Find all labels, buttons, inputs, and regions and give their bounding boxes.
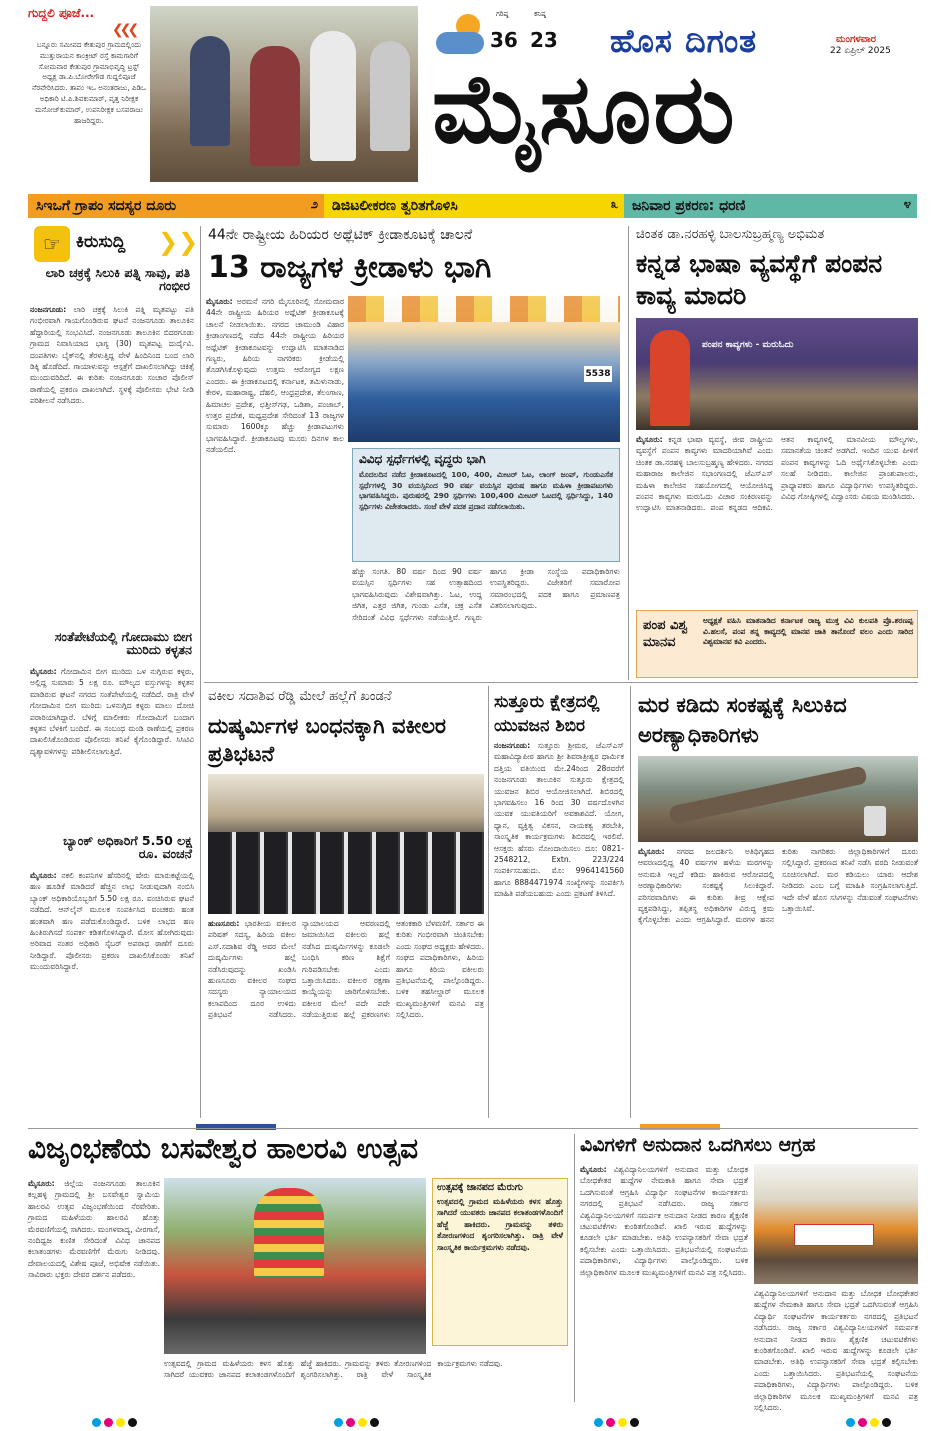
lawyers-kicker: ವಕೀಲ ಸದಾಶಿವ ರೆಡ್ಡಿ ಮೇಲೆ ಹಲ್ಲೆಗೆ ಖಂಡನೆ — [208, 689, 392, 704]
registration-marks-center — [334, 1412, 382, 1431]
weather-min: 23 — [530, 28, 558, 52]
sports-box — [352, 448, 620, 562]
kiru-headline-1: ಲಾರಿ ಚಕ್ರಕ್ಕೆ ಸಿಲುಕಿ ಪತ್ನಿ ಸಾವು, ಪತಿ ಗಂಭೀರ — [45, 265, 190, 294]
issue-day: ಮಂಗಳವಾರ — [836, 34, 877, 45]
weather-max: 36 — [490, 28, 518, 52]
lawyers-photo — [208, 774, 484, 914]
festival-body-b: ಉತ್ಸವದಲ್ಲಿ ಗ್ರಾಮದ ಮಹಿಳೆಯರು ಕಳಸ ಹೊತ್ತು ಸಾಗಿದರೆ ಯುವಕರು ಜಾನಪದ ಕಲಾತಂಡಗಳೊಂದಿಗೆ ಹೆಜ್ಜೆ ಹಾಕಿದರು. ಗ್ರಾಮವನ್ನು ತಳಿರು ತೋರಣಗಳಿಂದ ಶೃಂಗರಿಸಲಾಗಿತ್ತು. ರಾತ್ರಿ ವೇಳೆ ಸಾಂಸ್ಕೃತಿಕ ಕಾರ್ಯಕ್ರಮಗಳು ನಡೆದವು. — [164, 1359, 503, 1380]
teaser-2[interactable]: ಡಿಜಿಟಲೀಕರಣ ತ್ವರಿತಗೊಳಿಸಿ ೩ — [324, 194, 624, 218]
lawyers-headline: ದುಷ್ಕರ್ಮಿಗಳ ಬಂಧನಕ್ಕಾಗಿ ವಕೀಲರ ಪ್ರತಿಭಟನೆ — [208, 714, 447, 766]
registration-marks-right — [594, 1412, 642, 1431]
sports-box-title: ವಿವಿಧ ಸ್ಪರ್ಧೆಗಳಲ್ಲಿ ವೃದ್ಧರು ಭಾಗಿ — [359, 452, 486, 466]
weather-min-label: ಕನಿಷ್ಠ — [534, 10, 546, 18]
kiru-headline-3: ಬ್ಯಾಂಕ್ ಅಧಿಕಾರಿಗೆ 5.50 ಲಕ್ಷ ರೂ. ವಂಚನೆ — [63, 833, 192, 862]
kannada-banner: ಪಂಪನ ಕಾವ್ಯಗಳು - ಮರುಓದು — [702, 340, 794, 350]
sports-box-text: ಮೊದಲದಿನ ನಡೆದ ಕ್ರೀಡಾಕೂಟದಲ್ಲಿ 100, 400, ಮೀಟರ್ ಓಟ, ಲಾಂಗ್ ಜಂಪ್, ಗುಂಡುಎಸೆತ ಸ್ಪರ್ಧೆಗಳಲ್ಲಿ 30 ವಯಸ್ಸಿನಿಂದ 90 ವರ್ಷ ವಯಸ್ಸಿನ ಪುರುಷ ಹಾಗೂ ಮಹಿಳಾ ಕ್ರೀಡಾಪಟುಗಳು ಭಾಗವಹಿಸಿದ್ದರು. ಪುರುಷರಲ್ಲಿ 290 ಸ್ಪರ್ಧಿಗಳು 100,400 ಮೀಟರ್ ಓಟದಲ್ಲಿ ಸ್ಪರ್ಧಿಸಿದ್ದು, 140 ಸ್ಪರ್ಧಿಗಳು ವಿಜೇತರಾದರು. ಸಂಜೆ ವೇಳೆ ಪದಕ ಪ್ರದಾನ ನಡೆಸಲಾಯಿತು. — [359, 470, 613, 511]
teaser-1[interactable]: ಸಿಇಒಗೆ ಗ್ರಾಪಂ ಸದಸ್ಯರ ದೂರು ೨ — [28, 194, 324, 218]
festival-box-title: ಉತ್ಸವಕ್ಕೆ ಜಾನಪದ ಮೆರುಗು — [437, 1182, 523, 1193]
hand-icon: ☞ — [34, 226, 70, 262]
kirusuddi-logo — [34, 226, 199, 264]
festival-box — [432, 1178, 568, 1346]
brief-text: ಬನ್ನೂರು ಸಮೀಪದ ಕೇತುಪುರ ಗ್ರಾಮದಲ್ಲಿಂದು ಮುತ್ತುರಾಯನ ಕಾಂಕ್ರೀಟ್ ರಸ್ತೆ ಕಾಮಗಾರಿಗೆ ಸೋಮವಾರ ಕೇತುಪುರ ಗ್ರಾಮಾಭಿವೃದ್ಧಿ ಟ್ರಸ್ಟ್ ಅಧ್ಯಕ್ಷ ಡಾ.ಪಿ.ಬೋರೇಗೌಡ ಗುದ್ದಲಿಪೂಜೆ ನೆರವೇರಿಸಿದರು. ತಾಪಂ ಇಒ ಅನಂತರಾಜು, ಪಿಡಿಒ ಅಧಿಕಾರಿ ಟಿ.ಪಿ.ಶಿವಕುಮಾರ್, ವೃತ್ತ ನಿರೀಕ್ಷಕ ಮನೋಜ್‌ಕುಮಾರ್, ಉಪನಿರೀಕ್ಷಕ ಬಸವರಾಜು ಹಾಜರಿದ್ದರು. — [32, 40, 146, 125]
festival-photo — [164, 1178, 426, 1354]
tree-body: ಮೈಸೂರು: ನಗರದ ಜಲದರ್ಶಿನಿ ಅತಿಥಿಗೃಹದ ಆವರಣದಲ್ಲಿದ್ದ 40 ವರ್ಷಗಳ ಹಳೆಯ ಮರಗಳನ್ನು ಅನುಮತಿ ಇಲ್ಲದೆ ಕಡಿದು ಹಾಕಿರುವ ಆರೋಪದಲ್ಲಿ ಅರಣ್ಯಾಧಿಕಾರಿಗಳು ಸಂಕಷ್ಟಕ್ಕೆ ಸಿಲುಕಿದ್ದಾರೆ. ಪರಿಸರವಾದಿಗಳು ಈ ಕುರಿತು ತೀವ್ರ ಆಕ್ಷೇಪ ವ್ಯಕ್ತಪಡಿಸಿದ್ದು, ತಪ್ಪಿತಸ್ಥ ಅಧಿಕಾರಿಗಳ ವಿರುದ್ಧ ಕ್ರಮ ಕೈಗೊಳ್ಳಬೇಕು ಎಂದು ಆಗ್ರಹಿಸಿದ್ದಾರೆ. ಮರಗಳ ಹನನ ಕುರಿತು ನಾಗರಿಕರು ಜಿಲ್ಲಾಧಿಕಾರಿಗಳಿಗೆ ದೂರು ಸಲ್ಲಿಸಿದ್ದಾರೆ. ಪ್ರಕರಣದ ತನಿಖೆ ನಡೆಸಿ ವರದಿ ನೀಡುವಂತೆ ಸೂಚಿಸಲಾಗಿದೆ. ಮರ ಕಡಿಯಲು ಯಾರು ಆದೇಶ ನೀಡಿದರು ಎಂಬ ಬಗ್ಗೆ ಮಾಹಿತಿ ಸಂಗ್ರಹಿಸಲಾಗುತ್ತಿದೆ. ಇದೇ ವೇಳೆ ಹೊಸ ಸಸಿಗಳನ್ನು ನೆಡುವಂತೆ ಸಂಘಟನೆಗಳು ಒತ್ತಾಯಿಸಿವೆ. — [638, 847, 918, 925]
grant-headline: ವಿವಿಗಳಿಗೆ ಅನುದಾನ ಒದಗಿಸಲು ಆಗ್ರಹ — [580, 1134, 816, 1156]
festival-body: ಮೈಸೂರು: ಜಿಲ್ಲೆಯ ನಂಜನಗೂಡು ತಾಲೂಕಿನ ಕಲ್ಲಹಳ್ಳಿ ಗ್ರಾಮದಲ್ಲಿ ಶ್ರೀ ಬಸವೇಶ್ವರ ಸ್ವಾಮಿಯ ಹಾಲರವಿ ಉತ್ಸವ ವಿಜೃಂಭಣೆಯಿಂದ ನೆರವೇರಿತು. ಗ್ರಾಮದ ಮಹಿಳೆಯರು ಹಾಲರವಿ ಹೊತ್ತು ಮೆರವಣಿಗೆಯಲ್ಲಿ ಸಾಗಿದರು. ಮಂಗಳವಾದ್ಯ, ವೀರಗಾಸೆ, ನಂದಿಧ್ವಜ ಕುಣಿತ ಸೇರಿದಂತೆ ವಿವಿಧ ಜಾನಪದ ಕಲಾತಂಡಗಳು ಮೆರವಣಿಗೆಗೆ ಮೆರುಗು ನೀಡಿದವು. ದೇವಾಲಯದಲ್ಲಿ ವಿಶೇಷ ಪೂಜೆ, ಅಭಿಷೇಕ ನಡೆಯಿತು. ಸಾವಿರಾರು ಭಕ್ತರು ದೇವರ ದರ್ಶನ ಪಡೆದರು. — [28, 1179, 160, 1280]
teaser-strip — [28, 194, 917, 218]
tree-headline: ಮರ ಕಡಿದು ಸಂಕಷ್ಟಕ್ಕೆ ಸಿಲುಕಿದ ಅರಣ್ಯಾಧಿಕಾರಿಗಳು — [638, 693, 847, 747]
registration-marks-far-right — [846, 1412, 894, 1431]
chevron-icon: ❯❯ — [158, 228, 199, 256]
grant-photo — [754, 1164, 918, 1284]
kannada-photo — [636, 318, 918, 430]
lawyers-body: ಹುಣಸೂರು: ಭಾರತೀಯ ವಕೀಲರ ಪರಿಷತ್ ಸದಸ್ಯ, ಹಿರಿಯ ವಕೀಲ ಎಸ್.ಸದಾಶಿವ ರೆಡ್ಡಿ ಅವರ ಮೇಲೆ ದುಷ್ಕರ್ಮಿಗಳು ಹಲ್ಲೆ ನಡೆಸಿರುವುದನ್ನು ಖಂಡಿಸಿ ಹುಣಸೂರು ವಕೀಲರ ಸಂಘದ ಸದಸ್ಯರು ನ್ಯಾಯಾಲಯದ ಕಲಾಪದಿಂದ ದೂರ ಉಳಿದು ಪ್ರತಿಭಟನೆ ನಡೆಸಿದರು. ನ್ಯಾಯಾಲಯದ ಆವರಣದಲ್ಲಿ ಜಮಾಯಿಸಿದ ವಕೀಲರು ಹಲ್ಲೆ ನಡೆಸಿದ ದುಷ್ಕರ್ಮಿಗಳನ್ನು ಕೂಡಲೇ ಬಂಧಿಸಿ ಕಠಿಣ ಶಿಕ್ಷೆಗೆ ಗುರಿಪಡಿಸಬೇಕು ಎಂದು ಒತ್ತಾಯಿಸಿದರು. ವಕೀಲರ ರಕ್ಷಣಾ ಕಾಯ್ದೆಯನ್ನು ಜಾರಿಗೊಳಿಸಬೇಕು. ವಕೀಲರ ಮೇಲೆ ಪದೇ ಪದೇ ನಡೆಯುತ್ತಿರುವ ಹಲ್ಲೆ ಪ್ರಕರಣಗಳು ಆತಂಕಕಾರಿ ಬೆಳವಣಿಗೆ. ಸರ್ಕಾರ ಈ ಕುರಿತು ಗಂಭೀರವಾಗಿ ಚಿಂತಿಸಬೇಕು ಎಂದು ಸಂಘದ ಅಧ್ಯಕ್ಷರು ಹೇಳಿದರು. ಸಂಘದ ಪದಾಧಿಕಾರಿಗಳು, ಹಿರಿಯ ಹಾಗೂ ಕಿರಿಯ ವಕೀಲರು ಪ್ರತಿಭಟನೆಯಲ್ಲಿ ಪಾಲ್ಗೊಂಡಿದ್ದರು. ಬಳಿಕ ತಹಸೀಲ್ದಾರ್ ಮೂಲಕ ಮುಖ್ಯಮಂತ್ರಿಗಳಿಗೆ ಮನವಿ ಪತ್ರ ಸಲ್ಲಿಸಿದರು. — [208, 919, 484, 1020]
col-divider — [200, 226, 201, 1118]
sports-photo: 5538 — [348, 296, 620, 442]
top-left-photo — [150, 6, 418, 182]
kirusuddi-label: ಕಿರುಸುದ್ದಿ — [76, 232, 126, 252]
quote-text: ಅಧ್ಯಕ್ಷತೆ ವಹಿಸಿ ಮಾತನಾಡಿದ ಕರ್ನಾಟಕ ರಾಜ್ಯ ಮುಕ್ತ ವಿವಿ ಕುಲಪತಿ ಪ್ರೊ.ಶರಣಪ್ಪ ವಿ.ಹಲಸೆ, ಪಂಪ ತನ್ನ ಕಾವ್ಯದಲ್ಲಿ ಮಾನವ ಜಾತಿ ತಾನೊಂದೆ ವಲಂ ಎಂದು ಸಾರಿದ ವಿಶ್ವಮಾನವ ಕವಿ ಎಂದರು. — [703, 616, 913, 647]
quote-label: ಪಂಪ ವಿಶ್ವ ಮಾನವ — [643, 618, 688, 650]
city-nameplate: ಮೈಸೂರು — [432, 53, 737, 165]
top-left-brief — [28, 6, 148, 182]
issue-date: 22 ಏಪ್ರಿಲ್ 2025 — [830, 46, 891, 56]
sports-kicker: 44ನೇ ರಾಷ್ಟ್ರೀಯ ಹಿರಿಯರ ಅಥ್ಲೆಟಿಕ್ ಕ್ರೀಡಾಕೂಟಕ್ಕೆ ಚಾಲನೆ — [208, 227, 473, 243]
brief-title: ಗುದ್ದಲಿ ಪೂಜೆ... — [28, 6, 95, 20]
sports-headline: 13 ರಾಜ್ಯಗಳ ಕ್ರೀಡಾಳು ಭಾಗಿ — [208, 250, 492, 285]
sports-body-a: ಮೈಸೂರು: ಅರಮನೆ ನಗರಿ ಮೈಸೂರಿನಲ್ಲಿ ಸೋಮವಾರ 44ನೇ ರಾಷ್ಟ್ರೀಯ ಹಿರಿಯರ ಅಥ್ಲೆಟಿಕ್ ಕ್ರೀಡಾಕೂಟಕ್ಕೆ ಚಾಲನೆ ನೀಡಲಾಯಿತು. ನಗರದ ಚಾಮುಂಡಿ ವಿಹಾರ ಕ್ರೀಡಾಂಗಣದಲ್ಲಿ ನಡೆದ 44ನೇ ರಾಷ್ಟ್ರೀಯ ಹಿರಿಯರ ಅಥ್ಲೆಟಿಕ್ ಕ್ರೀಡಾಕೂಟವನ್ನು ಉದ್ಘಾಟಿಸಿ ಮಾತನಾಡಿದ ಗಣ್ಯರು, ಹಿರಿಯ ನಾಗರಿಕರು ಕ್ರೀಡೆಯಲ್ಲಿ ತೊಡಗಿಸಿಕೊಳ್ಳುವುದು ಉತ್ತಮ ಆರೋಗ್ಯದ ಲಕ್ಷಣ ಎಂದರು. ಈ ಕ್ರೀಡಾಕೂಟದಲ್ಲಿ ಕರ್ನಾಟಕ, ತಮಿಳುನಾಡು, ಕೇರಳ, ಮಹಾರಾಷ್ಟ್ರ, ದೆಹಲಿ, ಆಂಧ್ರಪ್ರದೇಶ, ತೆಲಂಗಾಣ, ಹಿಮಾಚಲ ಪ್ರದೇಶ, ಛತ್ತೀಸ್‌ಗಢ, ಒಡಿಶಾ, ಪಂಜಾಬ್, ಉತ್ತರ ಪ್ರದೇಶ, ಮಧ್ಯಪ್ರದೇಶ ಸೇರಿದಂತೆ 13 ರಾಜ್ಯಗಳ ಸುಮಾರು 1600ಕ್ಕೂ ಹೆಚ್ಚು ಕ್ರೀಡಾಪಟುಗಳು ಭಾಗವಹಿಸಿದ್ದಾರೆ. ಕ್ರೀಡಾಕೂಟವು ಮೂರು ದಿನಗಳ ಕಾಲ ನಡೆಯಲಿದೆ. — [206, 297, 344, 455]
teaser-3[interactable]: ಜನಿವಾರ ಪ್ರಕರಣ: ಧರಣಿ ೪ — [624, 194, 917, 218]
sports-body-b: ಹೆಚ್ಚು ಸಂಗತಿ. 80 ವರ್ಷ ದಿಂದ 90 ವರ್ಷ ವಯಸ್ಸಿನ ಸ್ಪರ್ಧಿಗಳು ಸಹ ಉತ್ಸಾಹದಿಂದ ಭಾಗವಹಿಸಿರುವುದು ವಿಶೇಷವಾಗಿತ್ತು. ಓಟ, ಉದ್ದ ಜಿಗಿತ, ಎತ್ತರ ಜಿಗಿತ, ಗುಂಡು ಎಸೆತ, ಚಕ್ರ ಎಸೆತ ಸೇರಿದಂತೆ ವಿವಿಧ ಸ್ಪರ್ಧೆಗಳು ನಡೆಯುತ್ತಿವೆ. ಗಣ್ಯರು ಹಾಗೂ ಕ್ರೀಡಾ ಸಂಸ್ಥೆಯ ಪದಾಧಿಕಾರಿಗಳು ಉಪಸ್ಥಿತರಿದ್ದರು. ವಿಜೇತರಿಗೆ ಸಮಾರೋಪ ಸಮಾರಂಭದಲ್ಲಿ ಪದಕ ಹಾಗೂ ಪ್ರಮಾಣಪತ್ರ ವಿತರಿಸಲಾಗುವುದು. — [352, 567, 620, 622]
kiru-body-1: ನಂಜನಗೂಡು: ಲಾರಿ ಚಕ್ರಕ್ಕೆ ಸಿಲುಕಿ ಪತ್ನಿ ಮೃತಪಟ್ಟು ಪತಿ ಗಂಭೀರವಾಗಿ ಗಾಯಗೊಂಡಿರುವ ಘಟನೆ ನಂಜನಗೂಡು ತಾಲೂಕಿನ ಹೆದ್ದಾರಿಯಲ್ಲಿ ಸಂಭವಿಸಿದೆ. ನಂಜನಗೂಡು ತಾಲೂಕಿನ ಬಿದರಗೂಡು ಗ್ರಾಮದ ನಿವಾಸಿಯಾದ ಭಾಗ್ಯ (30) ಮೃತಪಟ್ಟ ದುರ್ದೈವಿ. ದಂಪತಿಗಳು ಬೈಕ್‌ನಲ್ಲಿ ತೆರಳುತ್ತಿದ್ದ ವೇಳೆ ಹಿಂದಿನಿಂದ ಬಂದ ಲಾರಿ ಡಿಕ್ಕಿ ಹೊಡೆದಿದೆ. ಗಾಯಾಳುವನ್ನು ಆಸ್ಪತ್ರೆಗೆ ದಾಖಲಿಸಲಾಗಿದ್ದು ಚಿಕಿತ್ಸೆ ಮುಂದುವರಿದಿದೆ. ಈ ಕುರಿತು ನಂಜನಗೂಡು ಸಂಚಾರ ಪೊಲೀಸ್ ಠಾಣೆಯಲ್ಲಿ ಪ್ರಕರಣ ದಾಖಲಾಗಿದೆ. ಸ್ಥಳಕ್ಕೆ ಪೊಲೀಸರು ಭೇಟಿ ನೀಡಿ ಪರಿಶೀಲನೆ ನಡೆಸಿದರು. — [30, 305, 194, 406]
tree-photo — [638, 756, 918, 842]
kannada-quote-box — [636, 610, 918, 678]
kannada-headline: ಕನ್ನಡ ಭಾಷಾ ವ್ಯವಸ್ಥೆಗೆ ಪಂಪನ ಕಾವ್ಯ ಮಾದರಿ — [636, 249, 883, 310]
kiru-body-2: ಮೈಸೂರು: ಗೋದಾಮಿನ ಬೀಗ ಮುರಿದು ಒಳ ನುಗ್ಗಿರುವ ಕಳ್ಳರು, ಅಲ್ಲಿದ್ದ ಸುಮಾರು 5 ಲಕ್ಷ ರೂ. ಮೌಲ್ಯದ ವಸ್ತುಗಳನ್ನು ಕಳ್ಳತನ ಮಾಡಿರುವ ಘಟನೆ ನಗರದ ಸಂತೆಪೇಟೆಯಲ್ಲಿ ನಡೆದಿದೆ. ರಾತ್ರಿ ವೇಳೆ ಗೋದಾಮಿನ ಬೀಗ ಮುರಿದು ಒಳನುಗ್ಗಿದ ಕಳ್ಳರು ಮಾಲು ದೋಚಿ ಪರಾರಿಯಾಗಿದ್ದಾರೆ. ಬೆಳಿಗ್ಗೆ ಮಾಲೀಕರು ಗೋದಾಮಿಗೆ ಬಂದಾಗ ಕಳ್ಳತನ ಬೆಳಕಿಗೆ ಬಂದಿದೆ. ಈ ಸಂಬಂಧ ಮಂಡಿ ಠಾಣೆಯಲ್ಲಿ ಪ್ರಕರಣ ದಾಖಲಿಸಿಕೊಂಡಿರುವ ಪೊಲೀಸರು ತನಿಖೆ ಕೈಗೊಂಡಿದ್ದಾರೆ. ಸಿಸಿಟಿವಿ ದೃಶ್ಯಾವಳಿಗಳನ್ನು ಪರಿಶೀಲಿಸಲಾಗುತ್ತಿದೆ. — [30, 667, 194, 756]
brand-logo: ಹೊಸ ದಿಗಂತ — [610, 22, 758, 60]
grant-body: ಮೈಸೂರು: ವಿಶ್ವವಿದ್ಯಾನಿಲಯಗಳಿಗೆ ಅನುದಾನ ಮತ್ತು ಬೋಧಕ ಬೋಧಕೇತರ ಹುದ್ದೆಗಳ ನೇಮಕಾತಿ ಹಾಗೂ ಸೇವಾ ಭದ್ರತೆ ಒದಗಿಸುವಂತೆ ಆಗ್ರಹಿಸಿ ವಿದ್ಯಾರ್ಥಿ ಸಂಘಟನೆಗಳ ಕಾರ್ಯಕರ್ತರು ನಗರದಲ್ಲಿ ಪ್ರತಿಭಟನೆ ನಡೆಸಿದರು. ರಾಜ್ಯ ಸರ್ಕಾರ ವಿಶ್ವವಿದ್ಯಾನಿಲಯಗಳಿಗೆ ಸಮರ್ಪಕ ಅನುದಾನ ನೀಡದ ಕಾರಣ ಶೈಕ್ಷಣಿಕ ಚಟುವಟಿಕೆಗಳು ಕುಂಠಿತಗೊಂಡಿವೆ. ಖಾಲಿ ಇರುವ ಹುದ್ದೆಗಳನ್ನು ಕೂಡಲೇ ಭರ್ತಿ ಮಾಡಬೇಕು. ಅತಿಥಿ ಉಪನ್ಯಾಸಕರಿಗೆ ಸೇವಾ ಭದ್ರತೆ ಕಲ್ಪಿಸಬೇಕು ಎಂದು ಒತ್ತಾಯಿಸಿದರು. ಪ್ರತಿಭಟನೆಯಲ್ಲಿ ಸಂಘಟನೆಯ ಪದಾಧಿಕಾರಿಗಳು, ವಿದ್ಯಾರ್ಥಿಗಳು ಪಾಲ್ಗೊಂಡಿದ್ದರು. ಬಳಿಕ ಜಿಲ್ಲಾಧಿಕಾರಿಗಳ ಮೂಲಕ ಮುಖ್ಯಮಂತ್ರಿಗಳಿಗೆ ಮನವಿ ಪತ್ರ ಸಲ್ಲಿಸಿದರು. — [580, 1165, 748, 1277]
grant-body-b: ವಿಶ್ವವಿದ್ಯಾನಿಲಯಗಳಿಗೆ ಅನುದಾನ ಮತ್ತು ಬೋಧಕ ಬೋಧಕೇತರ ಹುದ್ದೆಗಳ ನೇಮಕಾತಿ ಹಾಗೂ ಸೇವಾ ಭದ್ರತೆ ಒದಗಿಸುವಂತೆ ಆಗ್ರಹಿಸಿ ವಿದ್ಯಾರ್ಥಿ ಸಂಘಟನೆಗಳ ಕಾರ್ಯಕರ್ತರು ನಗರದಲ್ಲಿ ಪ್ರತಿಭಟನೆ ನಡೆಸಿದರು. ರಾಜ್ಯ ಸರ್ಕಾರ ವಿಶ್ವವಿದ್ಯಾನಿಲಯಗಳಿಗೆ ಸಮರ್ಪಕ ಅನುದಾನ ನೀಡದ ಕಾರಣ ಶೈಕ್ಷಣಿಕ ಚಟುವಟಿಕೆಗಳು ಕುಂಠಿತಗೊಂಡಿವೆ. ಖಾಲಿ ಇರುವ ಹುದ್ದೆಗಳನ್ನು ಕೂಡಲೇ ಭರ್ತಿ ಮಾಡಬೇಕು. ಅತಿಥಿ ಉಪನ್ಯಾಸಕರಿಗೆ ಸೇವಾ ಭದ್ರತೆ ಕಲ್ಪಿಸಬೇಕು ಎಂದು ಒತ್ತಾಯಿಸಿದರು. ಪ್ರತಿಭಟನೆಯಲ್ಲಿ ಸಂಘಟನೆಯ ಪದಾಧಿಕಾರಿಗಳು, ವಿದ್ಯಾರ್ಥಿಗಳು ಪಾಲ್ಗೊಂಡಿದ್ದರು. ಬಳಿಕ ಜಿಲ್ಲಾಧಿಕಾರಿಗಳ ಮೂಲಕ ಮುಖ್ಯಮಂತ್ರಿಗಳಿಗೆ ಮನವಿ ಪತ್ರ ಸಲ್ಲಿಸಿದರು. — [754, 1289, 918, 1413]
weather-icon — [436, 14, 490, 58]
kannada-body: ಮೈಸೂರು: ಕನ್ನಡ ಭಾಷಾ ವ್ಯವಸ್ಥೆ, ಜೀವ ರಾಷ್ಟ್ರೀಯ ವ್ಯವಸ್ಥೆಗೆ ಪಂಪನ ಕಾವ್ಯಗಳು ಮಾದರಿಯಾಗಿವೆ ಎಂದು ಚಿಂತಕ ಡಾ.ನರಹಳ್ಳಿ ಬಾಲಸುಬ್ರಹ್ಮಣ್ಯ ಹೇಳಿದರು. ನಗರದ ಮಹಾರಾಜ ಕಾಲೇಜಿನ ಸಭಾಂಗಣದಲ್ಲಿ ಜೆಎಸ್‌ಎಸ್ ಮಹಿಳಾ ಕಾಲೇಜಿನ ಸಹಯೋಗದಲ್ಲಿ ಆಯೋಜಿಸಿದ್ದ ಪಂಪನ ಕಾವ್ಯಗಳು ಮರುಓದು ವಿಚಾರ ಸಂಕಿರಣವನ್ನು ಉದ್ಘಾಟಿಸಿ ಮಾತನಾಡಿದರು. ಪಂಪ ಕನ್ನಡದ ಆದಿಕವಿ. ಆತನ ಕಾವ್ಯಗಳಲ್ಲಿ ಮಾನವೀಯ ಮೌಲ್ಯಗಳು, ಸಮಾನತೆಯ ಚಿಂತನೆ ಅಡಗಿದೆ. ಇಂದಿನ ಯುವ ಪೀಳಿಗೆ ಪಂಪನ ಕಾವ್ಯಗಳನ್ನು ಓದಿ ಅರ್ಥೈಸಿಕೊಳ್ಳಬೇಕು ಎಂದು ಸಲಹೆ ನೀಡಿದರು. ಕಾಲೇಜಿನ ಪ್ರಾಂಶುಪಾಲರು, ಪ್ರಾಧ್ಯಾಪಕರು ಹಾಗೂ ವಿದ್ಯಾರ್ಥಿಗಳು ಉಪಸ್ಥಿತರಿದ್ದರು. ವಿವಿಧ ಗೋಷ್ಠಿಗಳಲ್ಲಿ ವಿದ್ವಾಂಸರು ವಿಷಯ ಮಂಡಿಸಿದರು. — [636, 435, 918, 513]
weather-max-label: ಗರಿಷ್ಠ — [496, 10, 509, 18]
registration-marks-left — [92, 1412, 140, 1431]
kiru-body-3: ಮೈಸೂರು: ನಕಲಿ ಕಂಪನಿಗಳ ಹೆಸರಿನಲ್ಲಿ ಷೇರು ಮಾರುಕಟ್ಟೆಯಲ್ಲಿ ಹಣ ಹೂಡಿಕೆ ಮಾಡಿದರೆ ಹೆಚ್ಚಿನ ಲಾಭ ನೀಡುವುದಾಗಿ ನಂಬಿಸಿ ಬ್ಯಾಂಕ್ ಅಧಿಕಾರಿಯೊಬ್ಬರಿಗೆ 5.50 ಲಕ್ಷ ರೂ. ವಂಚಿಸಿರುವ ಘಟನೆ ನಡೆದಿದೆ. ಆನ್‌ಲೈನ್ ಮೂಲಕ ಸಂಪರ್ಕಿಸಿದ ವಂಚಕರು ಹಂತ ಹಂತವಾಗಿ ಹಣ ಪಡೆದುಕೊಂಡಿದ್ದಾರೆ. ಬಳಿಕ ಲಾಭದ ಹಣ ಹಿಂತಿರುಗಿಸದೆ ಸಂಪರ್ಕ ಕಡಿತಗೊಳಿಸಿದ್ದಾರೆ. ಮೋಸ ಹೋಗಿರುವುದು ಅರಿವಾದ ನಂತರ ಅಧಿಕಾರಿ ಸೈಬರ್ ಅಪರಾಧ ಠಾಣೆಗೆ ದೂರು ನೀಡಿದ್ದಾರೆ. ಪೊಲೀಸರು ಪ್ರಕರಣ ದಾಖಲಿಸಿಕೊಂಡು ತನಿಖೆ ಮುಂದುವರಿಸಿದ್ದಾರೆ. — [30, 871, 194, 972]
kiru-headline-2: ಸಂತೆಪೇಟೆಯಲ್ಲಿ ಗೋದಾಮು ಬೀಗ ಮುರಿದು ಕಳ್ಳತನ — [54, 629, 192, 658]
kannada-kicker: ಚಿಂತಕ ಡಾ.ನರಹಳ್ಳಿ ಬಾಲಸುಬ್ರಹ್ಮಣ್ಯ ಅಭಿಮತ — [636, 227, 825, 242]
camp-headline: ಸುತ್ತೂರು ಕ್ಷೇತ್ರದಲ್ಲಿ ಯುವಜನ ಶಿಬಿರ — [494, 692, 600, 736]
chevron-arrows-icon: ❮❮❮ — [112, 22, 136, 38]
festival-headline: ವಿಜೃಂಭಣೆಯ ಬಸವೇಶ್ವರ ಹಾಲರವಿ ಉತ್ಸವ — [28, 1132, 419, 1165]
festival-box-text: ಉತ್ಸವದಲ್ಲಿ ಗ್ರಾಮದ ಮಹಿಳೆಯರು ಕಳಸ ಹೊತ್ತು ಸಾಗಿದರೆ ಯುವಕರು ಜಾನಪದ ಕಲಾತಂಡಗಳೊಂದಿಗೆ ಹೆಜ್ಜೆ ಹಾಕಿದರು. ಗ್ರಾಮವನ್ನು ತಳಿರು ತೋರಣಗಳಿಂದ ಶೃಂಗರಿಸಲಾಗಿತ್ತು. ರಾತ್ರಿ ವೇಳೆ ಸಾಂಸ್ಕೃತಿಕ ಕಾರ್ಯಕ್ರಮಗಳು ನಡೆದವು. — [437, 1197, 563, 1252]
camp-body: ನಂಜನಗೂಡು: ಸುತ್ತೂರು ಶ್ರೀಮಠ, ಜೆಎಸ್‌ಎಸ್ ಮಹಾವಿದ್ಯಾಪೀಠ ಹಾಗೂ ಶ್ರೀ ಶಿವರಾತ್ರೀಶ್ವರ ಧಾರ್ಮಿಕ ದತ್ತಿಯ ವತಿಯಿಂದ ಮೇ.24ರಿಂದ 28ರವರೆಗೆ ನಂಜನಗೂಡು ತಾಲೂಕಿನ ಸುತ್ತೂರು ಕ್ಷೇತ್ರದಲ್ಲಿ ಯುವಜನ ಶಿಬಿರ ಆಯೋಜಿಸಲಾಗಿದೆ. ಶಿಬಿರದಲ್ಲಿ ಭಾಗವಹಿಸಲು 16 ರಿಂದ 30 ವರ್ಷದೊಳಗಿನ ಯುವಕ ಯುವತಿಯರಿಗೆ ಅವಕಾಶವಿದೆ. ಯೋಗ, ಧ್ಯಾನ, ವ್ಯಕ್ತಿತ್ವ ವಿಕಸನ, ನಾಯಕತ್ವ ತರಬೇತಿ, ಸಾಂಸ್ಕೃತಿಕ ಕಾರ್ಯಕ್ರಮಗಳು ಶಿಬಿರದಲ್ಲಿ ಇರಲಿವೆ. ಆಸಕ್ತರು ಹೆಸರು ನೋಂದಾಯಿಸಲು ದೂ: 0821-2548212, Extn. 223/224 ಸಂಪರ್ಕಿಸಬಹುದು. ಮೊ: 9964141560 ಹಾಗೂ 8884471974 ಸಂಖ್ಯೆಗಳನ್ನು ಸಂಪರ್ಕಿಸಿ ಮಾಹಿತಿ ಪಡೆಯಬಹುದು ಎಂದು ಪ್ರಕಟಣೆ ತಿಳಿಸಿದೆ. — [494, 741, 624, 899]
